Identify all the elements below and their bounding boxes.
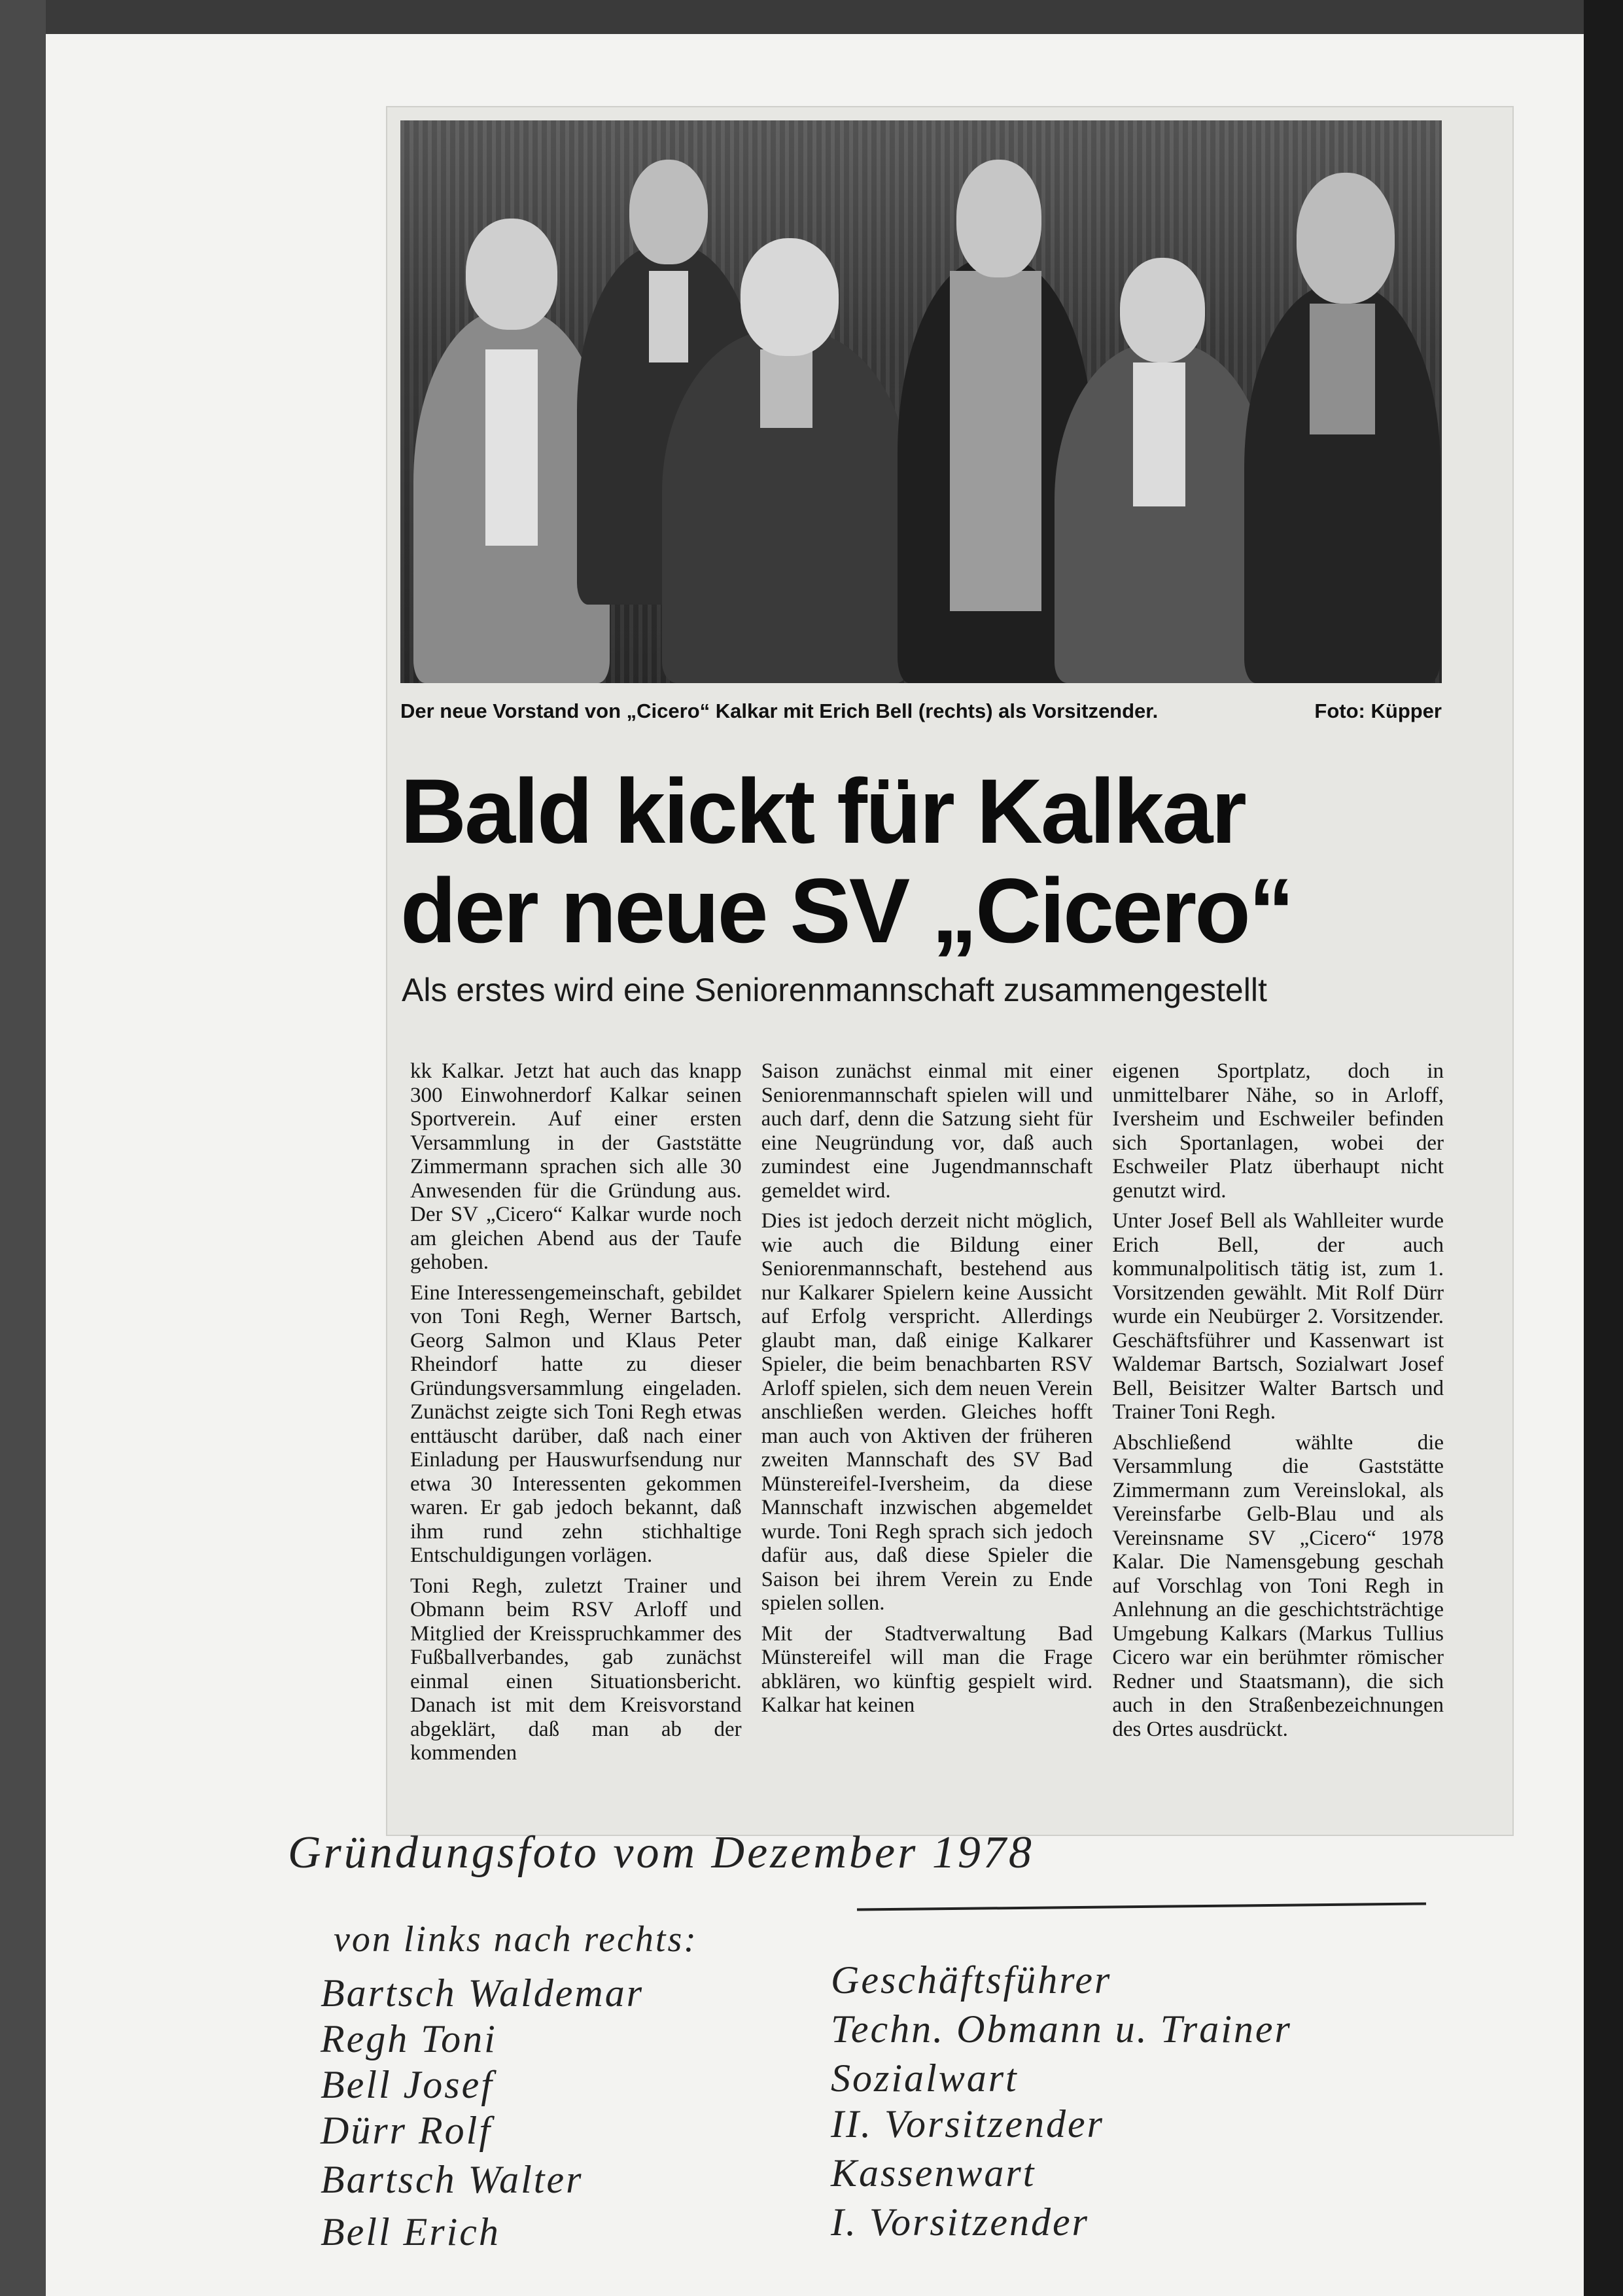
member-name: Regh Toni <box>321 2017 497 2060</box>
newspaper-clipping <box>386 106 1514 1836</box>
member-role: II. Vorsitzender <box>831 2102 1104 2146</box>
handwritten-title: Gründungsfoto vom Dezember 1978 <box>288 1828 1034 1878</box>
member-role: Sozialwart <box>831 2057 1019 2100</box>
member-name: Bartsch Walter <box>321 2158 584 2201</box>
article-paragraph: Eine Interessengemeinschaft, gebildet von Toni Regh, Werner Bartsch, Georg Salmon und Klaus Peter Rheindorf hatte zu dieser Gründungsversammlung eingeladen. Zunächst zeigte sich Toni Regh etwas enttäuscht darüber, daß nach einer Einladung per Hauswurfsendung nur etwa 30 Interessenten gekommen waren. Er gab jedoch bekannt, daß ihm rund zehn stichhaltige Entschuldigungen vorlägen. <box>410 1280 742 1567</box>
article-column-1 <box>410 1059 742 1812</box>
article-body <box>410 1059 1444 1812</box>
photo-caption: Der neue Vorstand von „Cicero“ Kalkar mit Erich Bell (rechts) als Vorsitzender. <box>400 699 1159 722</box>
handwritten-subtitle: von links nach rechts: <box>334 1919 698 1960</box>
scan-edge-top <box>0 0 1623 34</box>
member-name: Bartsch Waldemar <box>321 1971 644 2015</box>
article-paragraph: kk Kalkar. Jetzt hat auch das knapp 300 Einwohnerdorf Kalkar seinen Sportverein. Auf einer ersten Versammlung in der Gaststätte Zimmermann sprachen sich alle 30 Anwesenden für die Gründung aus. Der SV „Cicero“ Kalkar wurde noch am gleichen Abend aus der Taufe gehoben. <box>410 1059 742 1274</box>
photo-credit: Foto: Küpper <box>1314 699 1442 722</box>
member-role: Kassenwart <box>831 2151 1036 2195</box>
article-paragraph: Abschließend wählte die Versammlung die Gaststätte Zimmermann zum Vereinslokal, als Vereinsfarbe Gelb-Blau und als Vereinsname SV „Cicero“ 1978 Kalar. Die Namensgebung geschah auf Vorschlag von Toni Regh in Anlehnung an die geschichtsträchtige Umgebung Kalkars (Markus Tullius Cicero war ein berühmter römischer Redner und Staatsmann), die sich auch in den Straßenbezeichnungen des Ortes ausdrückt. <box>1112 1430 1444 1741</box>
article-paragraph: Dies ist jedoch derzeit nicht möglich, wie auch die Bildung einer Seniorenmannschaft, bestehend aus nur Kalkarer Spielern keine Aussicht auf Erfolg verspricht. Allerdings glaubt man, daß einige Kalkarer Spieler, die beim benachbarten RSV Arloff spielen, sich dem neuen Verein anschließen werden. Gleiches hofft man auch von Aktiven der früheren zweiten Mannschaft des SV Bad Münstereifel-Iversheim, da diese Mannschaft inzwischen abgemeldet wurde. Toni Regh sprach sich jedoch dafür aus, daß diese Spieler die Saison bei ihrem Verein zu Ende spielen sollen. <box>761 1209 1093 1615</box>
subheadline: Als erstes wird eine Seniorenmannschaft zusammengestellt <box>402 972 1267 1008</box>
scan-edge-right <box>1584 0 1623 2296</box>
member-name: Dürr Rolf <box>321 2109 493 2152</box>
article-paragraph: eigenen Sportplatz, doch in unmittelbarer Nähe, so in Arloff, Iversheim und Eschweiler befinden sich Sportanlagen, wobei der Eschweiler Platz überhaupt nicht genutzt wird. <box>1112 1059 1444 1203</box>
photo-person <box>1244 160 1440 683</box>
article-column-2 <box>761 1059 1093 1812</box>
article-paragraph: Unter Josef Bell als Wahlleiter wurde Erich Bell, der auch kommunalpolitisch tätig ist, zum 1. Vorsitzenden gewählt. Mit Rolf Dürr wurde ein Neubürger 2. Vorsitzender. Geschäftsführer und Kassenwart ist Waldemar Bartsch, Sozialwart Josef Bell, Beisitzer Walter Bartsch und Trainer Toni Regh. <box>1112 1209 1444 1424</box>
headline-line-2: der neue SV „Cicero“ <box>400 859 1293 962</box>
handwritten-underline <box>857 1902 1426 1911</box>
member-role: Geschäftsführer <box>831 1958 1112 2002</box>
scan-edge-left <box>0 0 46 2296</box>
article-column-3 <box>1112 1059 1444 1812</box>
article-paragraph: Saison zunächst einmal mit einer Seniorenmannschaft spielen will und auch darf, denn die Satzung sieht für eine Neugründung vor, daß auch zumindest eine Jugendmannschaft gemeldet wird. <box>761 1059 1093 1203</box>
group-photo <box>400 120 1442 683</box>
album-page <box>46 34 1584 2296</box>
member-name: Bell Erich <box>321 2210 500 2253</box>
photo-person <box>662 238 911 683</box>
article-paragraph: Mit der Stadtverwaltung Bad Münstereifel will man die Frage abklären, wo künftig gespielt wird. Kalkar hat keinen <box>761 1621 1093 1717</box>
headline <box>400 762 1447 961</box>
article-paragraph: Toni Regh, zuletzt Trainer und Obmann beim RSV Arloff und Mitglied der Kreisspruchkammer des Fußballverbandes, gab zunächst einmal einen Situationsbericht. Danach ist mit dem Kreisvorstand abgeklärt, daß man ab der kommenden <box>410 1574 742 1765</box>
member-name: Bell Josef <box>321 2063 494 2106</box>
headline-line-1: Bald kickt für Kalkar <box>400 760 1245 862</box>
member-role: I. Vorsitzender <box>831 2200 1089 2244</box>
photo-caption-row <box>400 699 1442 732</box>
member-role: Techn. Obmann u. Trainer <box>831 2007 1292 2051</box>
photo-person <box>1055 251 1270 683</box>
